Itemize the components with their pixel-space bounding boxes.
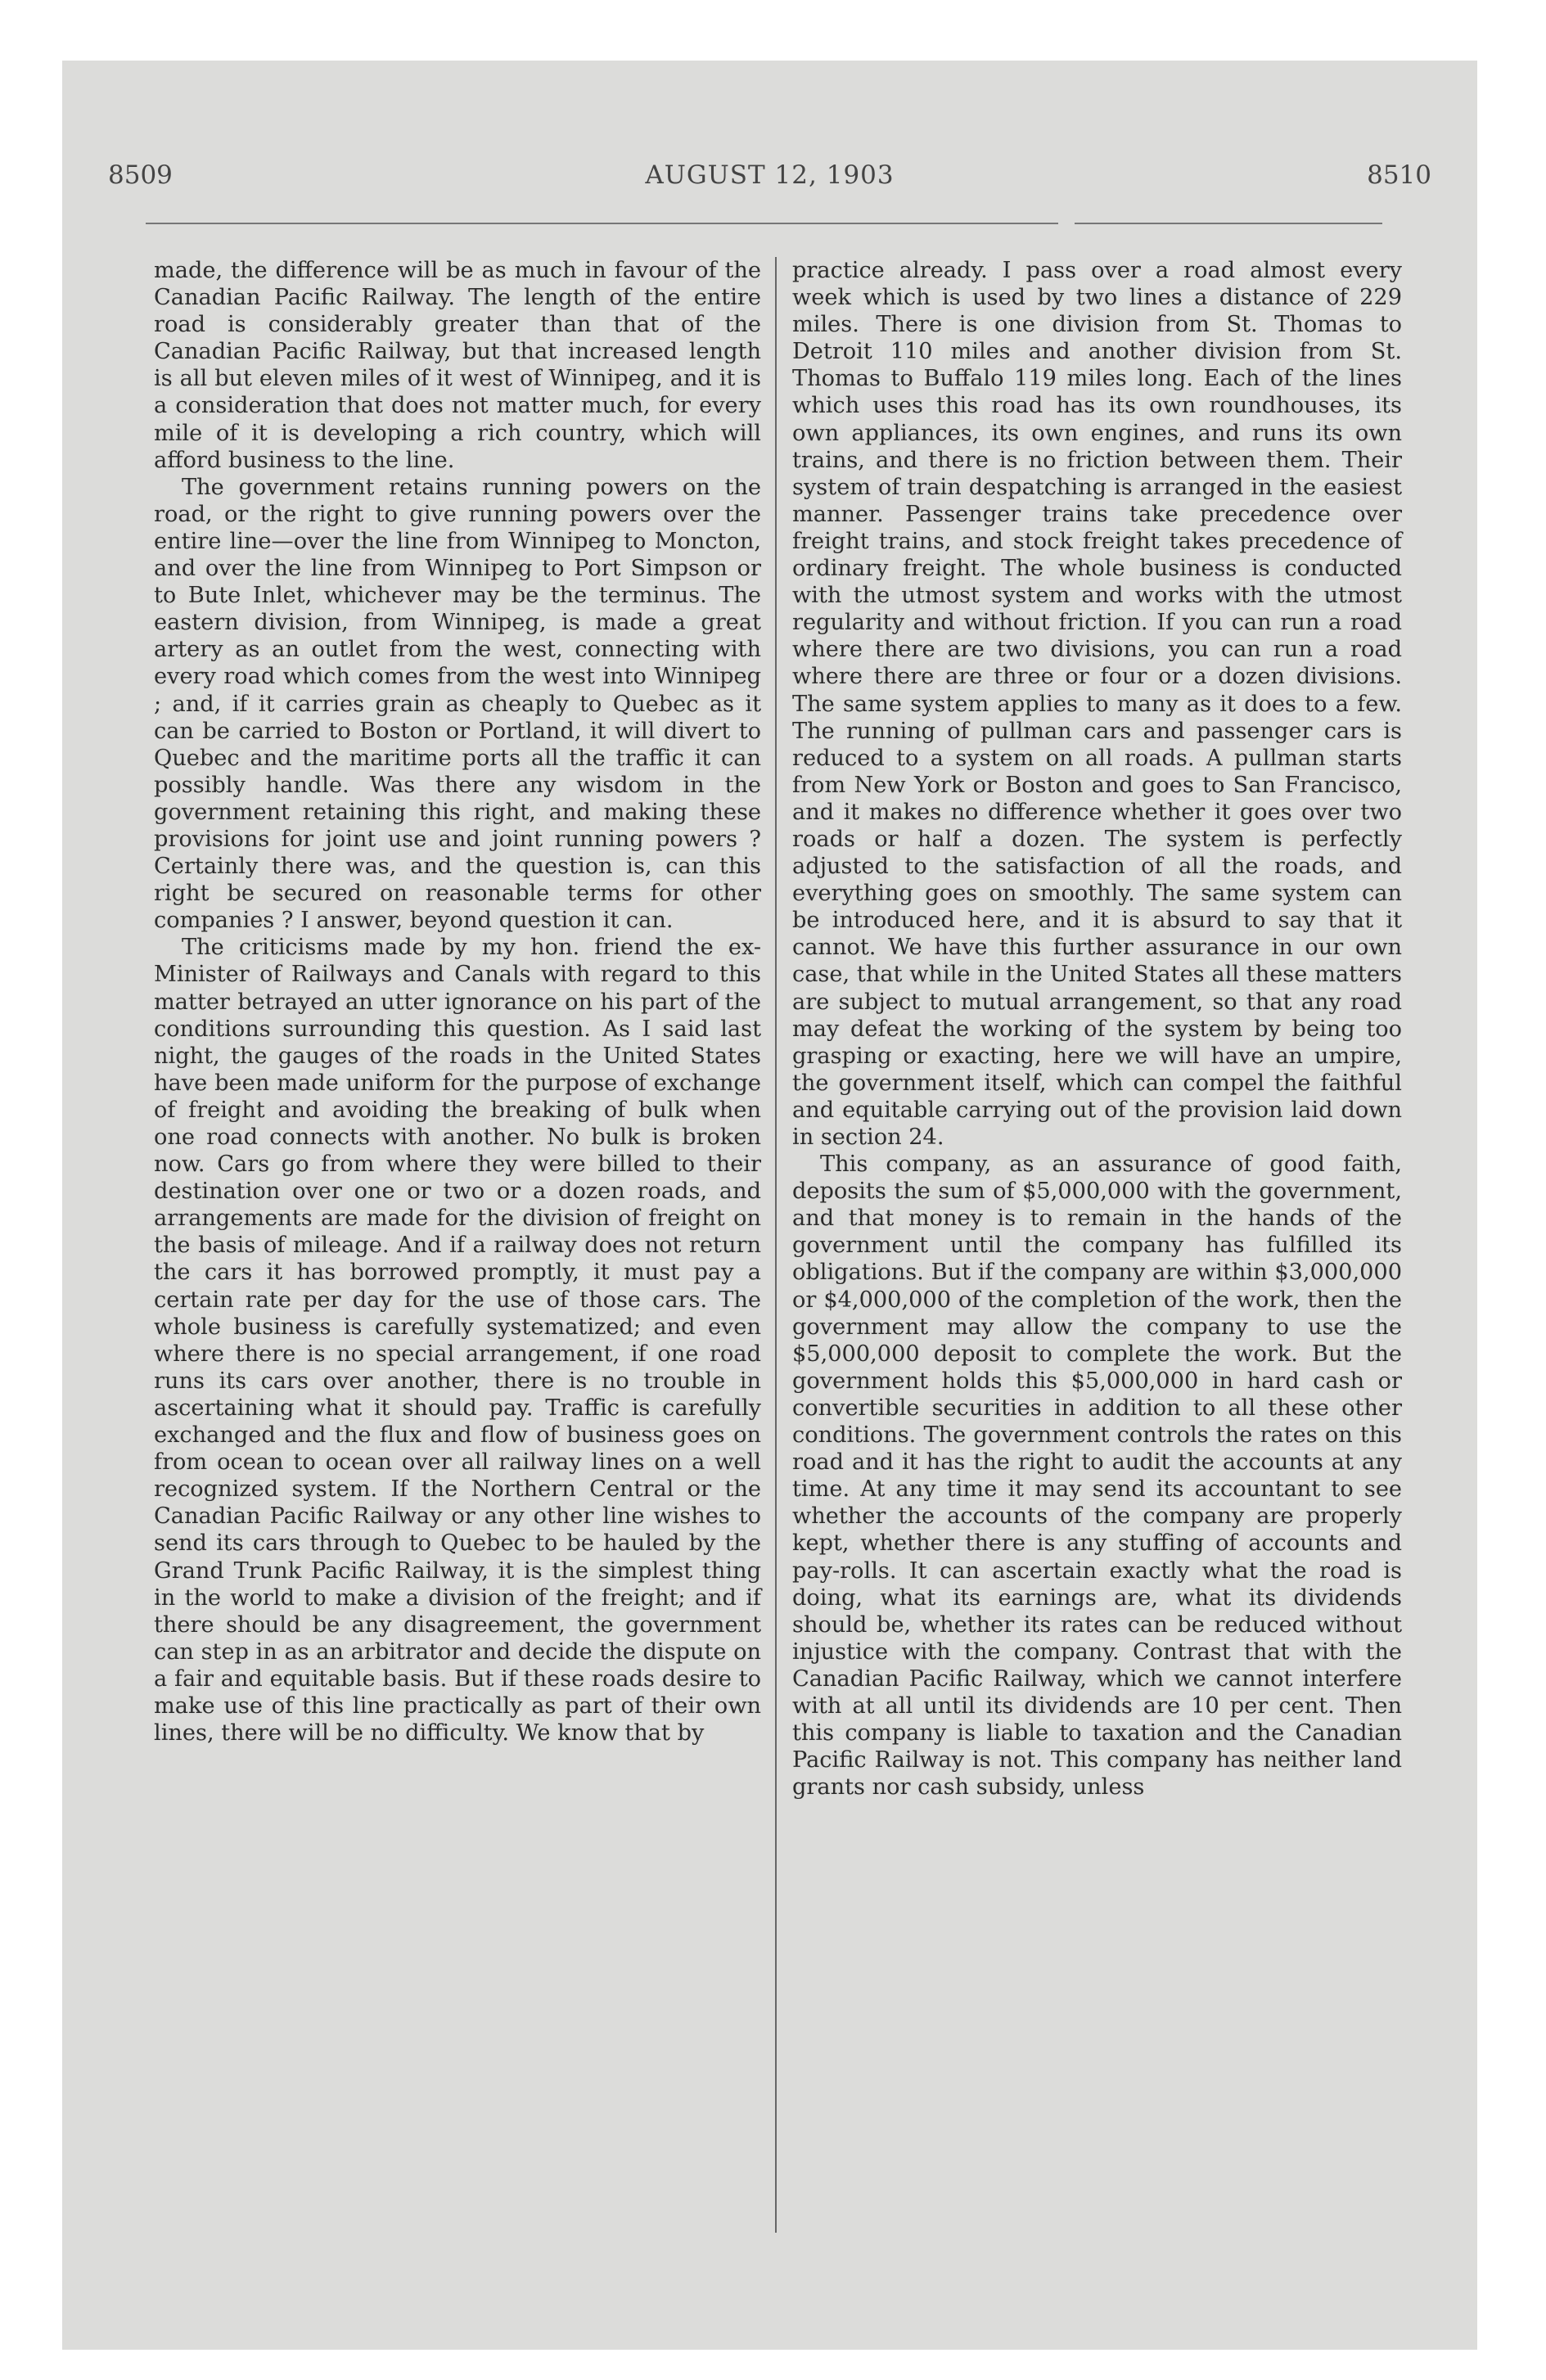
header-date: AUGUST 12, 1903 xyxy=(645,160,895,190)
page-header xyxy=(108,160,1431,201)
left-paragraph-2: The government retains running powers on the road, or the right to give running powers over the entire line—over the line from Winnipeg to Moncton, and over the line from Winnipeg to Port Simpson or to Bute Inlet, whichever may be the terminus. The eastern division, from Winnipeg, is made a great artery as an outlet from the west, connecting with every road which comes from the west into Winnipeg ; and, if it carries grain as cheaply to Quebec as it can be carried to Boston or Portland, it will divert to Quebec and the maritime ports all the traffic it can possibly handle. Was there any wisdom in the government retaining this right, and making these provisions for joint use and joint running powers ? Certainly there was, and the question is, can this right be secured on reasonable terms for other companies ? I answer, beyond question it can. xyxy=(154,474,761,934)
left-column xyxy=(154,257,761,1747)
page-number-right: 8510 xyxy=(1367,160,1431,190)
page-number-left: 8509 xyxy=(108,160,173,190)
column-divider xyxy=(775,257,777,2233)
right-paragraph-1: practice already. I pass over a road almost every week which is used by two lines a distance of 229 miles. There is one division from St. Thomas to Detroit 110 miles and another division from St. Thomas to Buffalo 119 miles long. Each of the lines which uses this road has its own roundhouses, its own appliances, its own engines, and runs its own trains, and there is no friction between them. Their system of train despatching is arranged in the easiest manner. Passenger trains take precedence over freight trains, and stock freight takes precedence of ordinary freight. The whole business is conducted with the utmost system and works with the utmost regularity and without friction. If you can run a road where there are two divisions, you can run a road where there are three or four or a dozen divisions. The same system applies to many as it does to a few. The running of pullman cars and passenger cars is reduced to a system on all roads. A pullman starts from New York or Boston and goes to San Francisco, and it makes no difference whether it goes over two roads or half a dozen. The system is perfectly adjusted to the satisfaction of all the roads, and everything goes on smoothly. The same system can be introduced here, and it is absurd to say that it cannot. We have this further assurance in our own case, that while in the United States all these matters are subject to mutual arrangement, so that any road may defeat the working of the system by being too grasping or exacting, here we will have an umpire, the government itself, which can compel the faithful and equitable carrying out of the provision laid down in section 24. xyxy=(792,258,1402,1150)
right-column xyxy=(792,257,1402,1801)
header-rule-right xyxy=(1075,223,1382,224)
left-paragraph-1: made, the difference will be as much in favour of the Canadian Pacific Railway. The length of the entire road is considerably greater than that of the Canadian Pacific Railway, but that increased length is all but eleven miles of it west of Winnipeg, and it is a consideration that does not matter much, for every mile of it is developing a rich country, which will afford business to the line. xyxy=(154,258,761,473)
header-rule-left xyxy=(146,223,1058,224)
right-paragraph-2: This company, as an assurance of good faith, deposits the sum of $5,000,000 with the government, and that money is to remain in the hands of the government until the company has fulfilled its obligations. But if the company are within $3,000,000 or $4,000,000 of the completion of the work, then the government may allow the company to use the $5,000,000 deposit to complete the work. But the government holds this $5,000,000 in hard cash or convertible securities in addition to all these other conditions. The government controls the rates on this road and it has the right to audit the accounts at any time. At any time it may send its accountant to see whether the accounts of the company are properly kept, whether there is any stuffing of accounts and pay-rolls. It can ascertain exactly what the road is doing, what its earnings are, what its dividends should be, whether its rates can be reduced without injustice with the company. Contrast that with the Canadian Pacific Railway, which we cannot interfere with at all until its dividends are 10 per cent. Then this company is liable to taxation and the Canadian Pacific Railway is not. This company has neither land grants nor cash subsidy, unless xyxy=(792,1152,1402,1801)
left-paragraph-3: The criticisms made by my hon. friend the ex-Minister of Railways and Canals with regard to this matter betrayed an utter ignorance on his part of the conditions surrounding this question. As I said last night, the gauges of the roads in the United States have been made uniform for the purpose of exchange of freight and avoiding the breaking of bulk when one road connects with another. No bulk is broken now. Cars go from where they were billed to their destination over one or two or a dozen roads, and arrangements are made for the division of freight on the basis of mileage. And if a railway does not return the cars it has borrowed promptly, it must pay a certain rate per day for the use of those cars. The whole business is carefully systematized; and even where there is no special arrangement, if one road runs its cars over another, there is no trouble in ascertaining what it should pay. Traffic is carefully exchanged and the flux and flow of business goes on from ocean to ocean over all railway lines on a well recognized system. If the Northern Central or the Canadian Pacific Railway or any other line wishes to send its cars through to Quebec to be hauled by the Grand Trunk Pacific Railway, it is the simplest thing in the world to make a division of the freight; and if there should be any disagreement, the government can step in as an arbitrator and decide the dispute on a fair and equitable basis. But if these roads desire to make use of this line practically as part of their own lines, there will be no difficulty. We know that by xyxy=(154,935,761,1747)
